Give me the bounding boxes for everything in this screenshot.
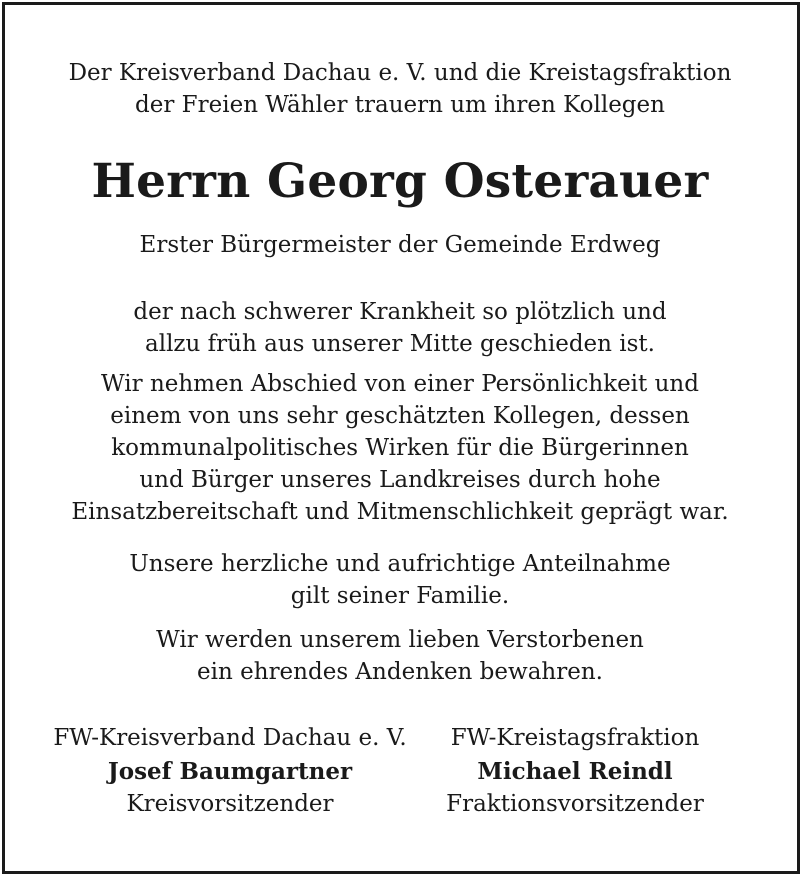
signature-org: FW-Kreisverband Dachau e. V. — [53, 725, 407, 751]
text-line: Wir nehmen Abschied von einer Persönlichkeit und — [101, 371, 699, 397]
signature-role: Fraktionsvorsitzender — [446, 791, 704, 817]
signature-role: Kreisvorsitzender — [126, 791, 334, 817]
signature-org: FW-Kreistagsfraktion — [450, 725, 700, 751]
signature-right — [420, 722, 730, 821]
text-line: und Bürger unseres Landkreises durch hohe — [139, 467, 661, 493]
text-line: der nach schwerer Krankheit so plötzlich und — [133, 299, 667, 325]
signature-left — [45, 722, 415, 821]
intro-line: der Freien Wähler trauern um ihren Kollegen — [135, 92, 665, 118]
paragraph-condolence — [0, 548, 800, 612]
text-line: allzu früh aus unserer Mitte geschieden ist. — [145, 331, 655, 357]
text-line: Wir werden unserem lieben Verstorbenen — [156, 627, 644, 653]
text-line: Unsere herzliche und aufrichtige Anteilnahme — [129, 551, 671, 577]
intro-line: Der Kreisverband Dachau e. V. und die Kreistagsfraktion — [68, 60, 732, 86]
text-line: einem von uns sehr geschätzten Kollegen, dessen — [110, 403, 690, 429]
deceased-title: Erster Bürgermeister der Gemeinde Erdweg — [139, 232, 661, 258]
text-line: kommunalpolitisches Wirken für die Bürgerinnen — [111, 435, 689, 461]
text-line: ein ehrendes Andenken bewahren. — [197, 659, 603, 685]
text-line: Einsatzbereitschaft und Mitmenschlichkeit geprägt war. — [71, 499, 729, 525]
intro-text — [0, 57, 800, 121]
signature-person: Josef Baumgartner — [107, 758, 353, 785]
signature-person: Michael Reindl — [477, 758, 673, 785]
text-line: gilt seiner Familie. — [290, 583, 510, 609]
paragraph-farewell — [0, 368, 800, 528]
deceased-name: Herrn Georg Osterauer — [91, 154, 709, 209]
paragraph-memory — [0, 624, 800, 688]
paragraph-passing — [0, 296, 800, 360]
